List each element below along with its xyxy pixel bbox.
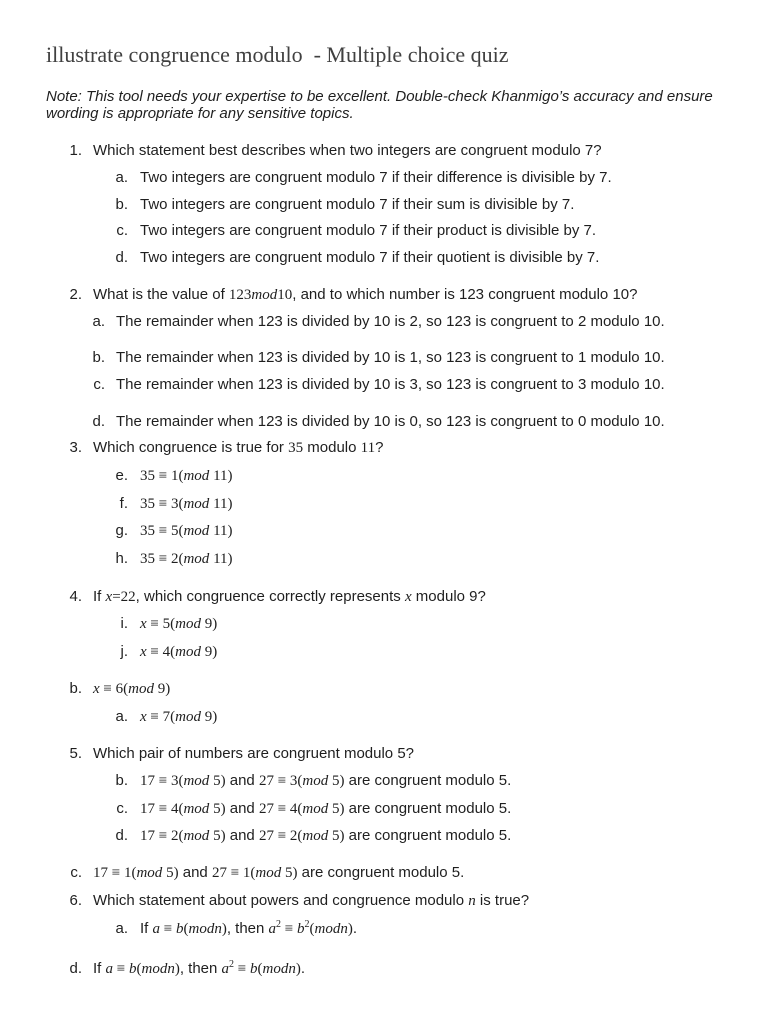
option-text: Two integers are congruent modulo 7 if their product is divisible by 7. [140, 222, 597, 239]
option-math: 35 ≡ 3(mod 11) [140, 496, 233, 512]
option-text: Two integers are congruent modulo 7 if their quotient is divisible by 7. [140, 249, 600, 266]
page-title: illustrate congruence modulo - Multiple choice quiz [46, 42, 509, 67]
option-math: x ≡ 7(mod 9) [140, 709, 218, 725]
option-math: 35 ≡ 5(mod 11) [140, 523, 233, 539]
option-math: x ≡ 4(mod 9) [140, 644, 218, 660]
option-text: The remainder when 123 is divided by 10 is 2, so 123 is congruent to 2 modulo 10. [116, 313, 665, 330]
option-label: a. [115, 708, 128, 725]
option-text: Two integers are congruent modulo 7 if their difference is divisible by 7. [140, 169, 612, 186]
option-text: 17 ≡ 1(mod 5) and 27 ≡ 1(mod 5) are congruent modulo 5. [93, 864, 465, 881]
question-number: 4. [69, 588, 82, 605]
option-label: e. [115, 467, 128, 484]
option-text: 17 ≡ 2(mod 5) and 27 ≡ 2(mod 5) are congruent modulo 5. [140, 827, 512, 844]
option-label: h. [115, 550, 128, 567]
option-text: The remainder when 123 is divided by 10 is 1, so 123 is congruent to 1 modulo 10. [116, 349, 665, 366]
question-number: 6. [69, 892, 82, 909]
option-label: c. [70, 864, 82, 881]
option-label: d. [115, 249, 128, 266]
option-math: x ≡ 6(mod 9) [93, 681, 171, 697]
option-label: b. [69, 680, 82, 697]
question-text: Which statement best describes when two integers are congruent modulo 7? [93, 142, 602, 159]
question-text: If x=22, which congruence correctly represents x modulo 9? [93, 588, 486, 605]
option-label: d. [115, 827, 128, 844]
option-label: d. [69, 960, 82, 977]
option-label: d. [92, 413, 105, 430]
option-text: If a ≡ b(modn), then $a^2$ ≡ $b^2(modn)$. [140, 919, 358, 937]
question-number: 2. [69, 286, 82, 303]
question-text: What is the value of 123mod10, and to which number is 123 congruent modulo 10? [93, 286, 638, 303]
question-number: 1. [69, 142, 82, 159]
option-label: c. [116, 222, 128, 239]
option-label: c. [93, 376, 105, 393]
question-text: Which pair of numbers are congruent modulo 5? [93, 745, 415, 762]
option-label: a. [115, 920, 128, 937]
option-label: j. [120, 643, 128, 660]
option-text: If a ≡ b(modn), then $a^2$ ≡ b(modn). [93, 959, 306, 977]
option-math: 35 ≡ 1(mod 11) [140, 468, 233, 484]
option-label: g. [115, 522, 128, 539]
question-number: 5. [69, 745, 82, 762]
option-label: b. [92, 349, 105, 366]
option-label: i. [120, 615, 128, 632]
question-number: 3. [69, 439, 82, 456]
option-text: Two integers are congruent modulo 7 if their sum is divisible by 7. [140, 196, 575, 213]
option-text: The remainder when 123 is divided by 10 is 3, so 123 is congruent to 3 modulo 10. [116, 376, 665, 393]
option-math: x ≡ 5(mod 9) [140, 616, 218, 632]
question-text: Which congruence is true for 35 modulo 11? [93, 439, 384, 456]
option-label: b. [115, 772, 128, 789]
math-expression: 123mod10 [228, 287, 293, 303]
option-text: 17 ≡ 4(mod 5) and 27 ≡ 4(mod 5) are congruent modulo 5. [140, 800, 512, 817]
option-text: The remainder when 123 is divided by 10 is 0, so 123 is congruent to 0 modulo 10. [116, 413, 665, 430]
option-label: c. [116, 800, 128, 817]
option-math: 35 ≡ 2(mod 11) [140, 551, 233, 567]
option-label: a. [92, 313, 105, 330]
option-label: f. [119, 495, 128, 512]
option-label: a. [115, 169, 128, 186]
note-text: Note: This tool needs your expertise to be excellent. Double-check Khanmigo’s accuracy and ensure wording is appropriate for any sensitive topics. [46, 88, 713, 122]
option-text: 17 ≡ 3(mod 5) and 27 ≡ 3(mod 5) are congruent modulo 5. [140, 772, 512, 789]
option-label: b. [115, 196, 128, 213]
question-text: Which statement about powers and congruence modulo n is true? [93, 892, 530, 909]
